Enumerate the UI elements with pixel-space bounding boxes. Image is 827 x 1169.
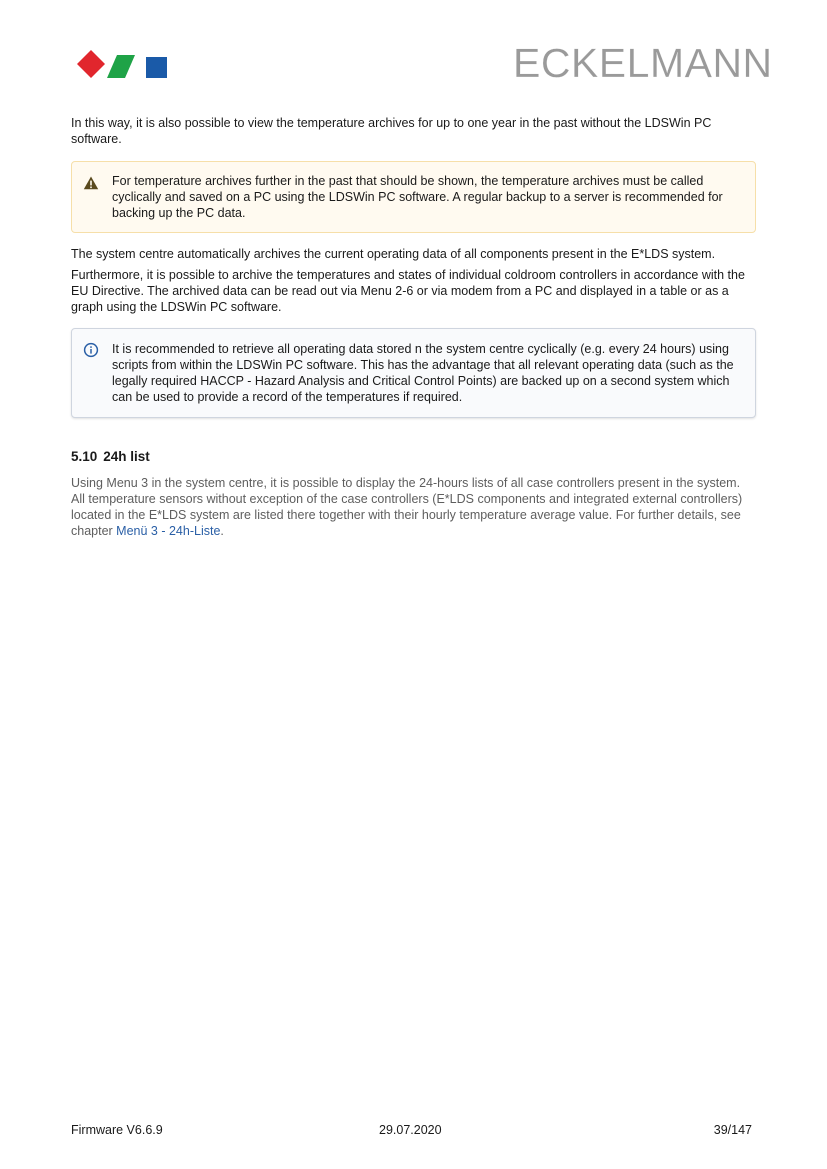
section-number: 5.10: [71, 449, 98, 464]
brand-name: ECKELMANN: [513, 40, 773, 86]
warning-text: For temperature archives further in the past that should be shown, the temperature archives must be called cyclically and saved on a PC using the LDSWin PC software. A regular backup to a server is recommended for backing up the PC data.: [112, 174, 723, 220]
section-title: 24h list: [103, 449, 150, 464]
intro-paragraph: In this way, it is also possible to view the temperature archives for up to one year in the past without the LDSWin PC software.: [71, 116, 712, 146]
warning-callout: [71, 161, 756, 233]
footer-date: 29.07.2020: [379, 1123, 442, 1137]
eckelmann-logo-squares-icon: [74, 47, 169, 79]
section-heading: [71, 448, 756, 466]
eu-directive-paragraph: Furthermore, it is possible to archive the temperatures and states of individual coldroom controllers in accordance with the EU Directive. The archived data can be read out via Menu 2-6 or via modem from a PC and displayed in a table or as a graph using the LDSWin PC software.: [71, 268, 745, 314]
section-body-text: Using Menu 3 in the system centre, it is possible to display the 24-hours lists of all case controllers present in the system. All temperature sensors without exception of the case controllers (E*LDS components and integrated external controllers) located in the E*LDS system are listed there together with their hourly temperature average value. For further details, see chapter: [71, 476, 743, 538]
section-body-suffix: .: [220, 524, 224, 538]
chapter-link[interactable]: Menü 3 - 24h-Liste: [116, 524, 221, 538]
warning-triangle-icon: [83, 175, 99, 191]
archive-paragraph: The system centre automatically archives the current operating data of all components present in the E*LDS system.: [71, 247, 716, 261]
section-body-paragraph: [71, 475, 756, 539]
info-callout: [71, 328, 756, 418]
page-content: [71, 115, 756, 539]
info-circle-icon: [83, 342, 99, 358]
footer-page-number: 39/147: [713, 1123, 752, 1137]
footer-firmware: Firmware V6.6.9: [71, 1123, 163, 1137]
page-footer: [71, 1122, 756, 1138]
info-text: It is recommended to retrieve all operating data stored n the system centre cyclically (e.g. every 24 hours) using scripts from within the LDSWin PC software. This has the advantage that all relevant operating data (such as the legally required HACCP - Hazard Analysis and Critical Control Points) are backed up on a second system which can be used to provide a record of the temperatures if required.: [112, 342, 734, 404]
